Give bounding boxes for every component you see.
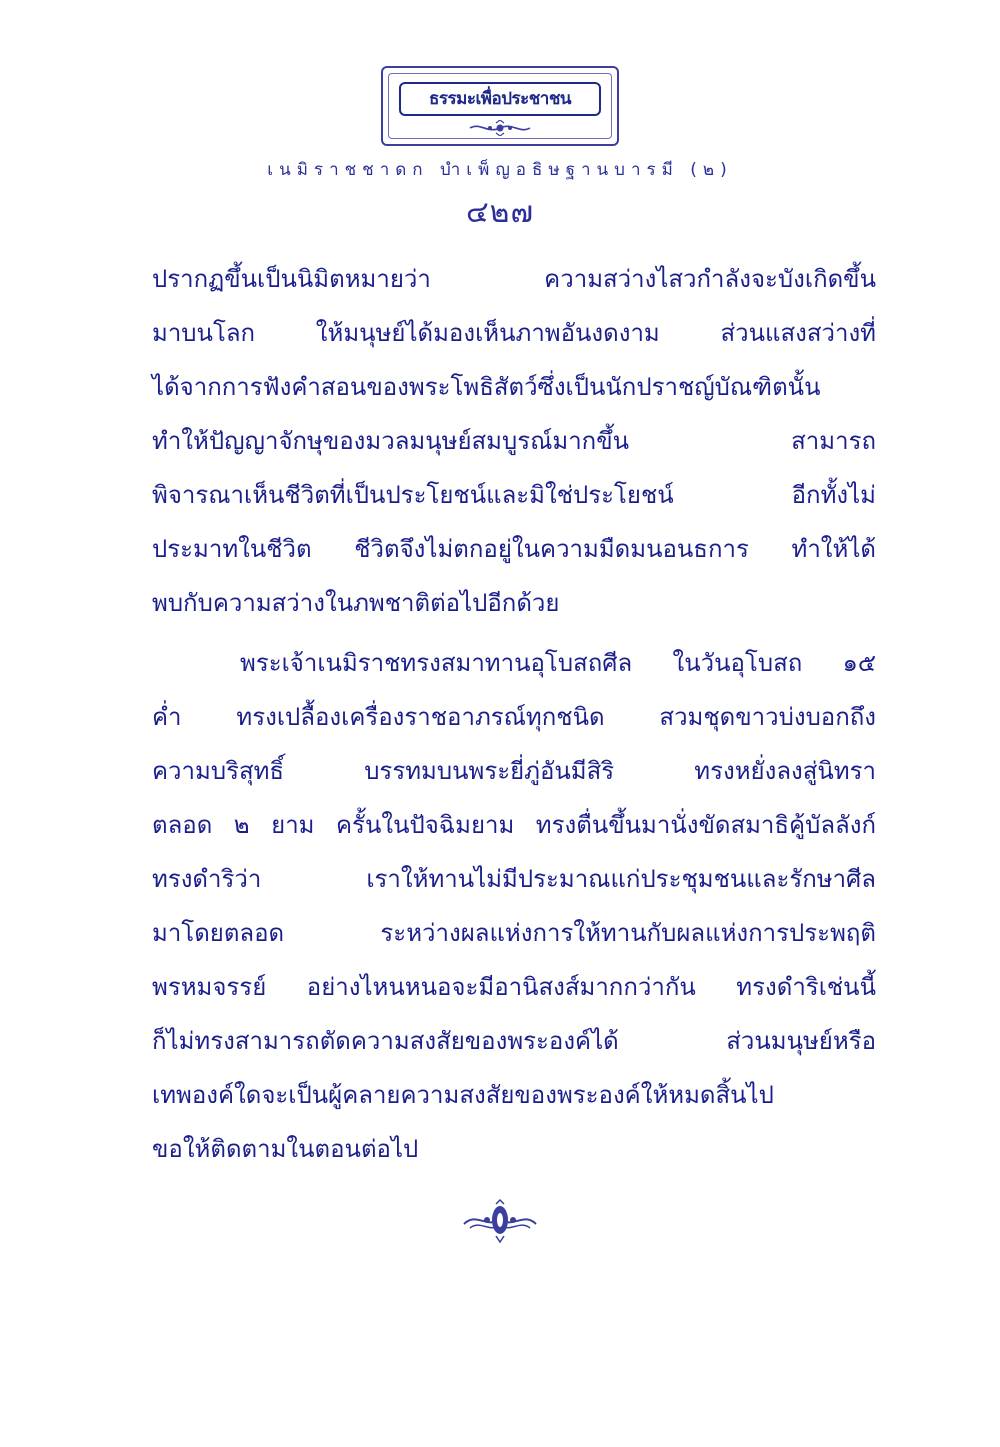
text-line: ทรงดำริว่า เราให้ทานไม่มีประมาณแก่ประชุมชนและรักษาศีล [152, 865, 876, 893]
paragraph-2 [152, 636, 876, 1176]
header-ornament-icon [383, 120, 617, 140]
body-text [152, 252, 876, 1176]
text-line: ตลอด ๒ ยาม ครั้นในปัจฉิมยาม ทรงตื่นขึ้นมานั่งขัดสมาธิคู้บัลลังก์ [152, 811, 876, 839]
text-line: พบกับความสว่างในภพชาติต่อไปอีกด้วย [152, 589, 560, 617]
text-line: ทำให้ปัญญาจักษุของมวลมนุษย์สมบูรณ์มากขึ้น สามารถ [152, 427, 876, 455]
text-line: พระเจ้าเนมิราชทรงสมาทานอุโบสถศีล ในวันอุโบสถ ๑๕ [240, 649, 876, 677]
text-line: ก็ไม่ทรงสามารถตัดความสงสัยของพระองค์ได้ ส่วนมนุษย์หรือ [152, 1027, 876, 1055]
logo-frame [381, 66, 619, 146]
text-line: ความบริสุทธิ์ บรรทมบนพระยี่ภู่อันมีสิริ ทรงหยั่งลงสู่นิทรา [152, 757, 876, 785]
text-line: พรหมจรรย์ อย่างไหนหนอจะมีอานิสงส์มากกว่ากัน ทรงดำริเช่นนี้ [152, 973, 876, 1001]
paragraph-1 [152, 252, 876, 630]
text-line: ได้จากการฟังคำสอนของพระโพธิสัตว์ซึ่งเป็นนักปราชญ์บัณฑิตนั้น [152, 373, 821, 401]
text-line: มาโดยตลอด ระหว่างผลแห่งการให้ทานกับผลแห่งการประพฤติ [152, 919, 876, 947]
text-line: เทพองค์ใดจะเป็นผู้คลายความสงสัยของพระองค์ให้หมดสิ้นไป [152, 1081, 774, 1109]
text-line: ขอให้ติดตามในตอนต่อไป [152, 1135, 419, 1163]
text-line: ค่ำ ทรงเปลื้องเครื่องราชอาภรณ์ทุกชนิด สวมชุดขาวบ่งบอกถึง [152, 703, 876, 731]
text-line: พิจารณาเห็นชีวิตที่เป็นประโยชน์และมิใช่ประโยชน์ อีกทั้งไม่ [152, 481, 876, 509]
footer-ornament-icon [0, 1198, 1000, 1248]
page-header [0, 66, 1000, 236]
text-line: มาบนโลก ให้มนุษย์ได้มองเห็นภาพอันงดงาม ส่วนแสงสว่างที่ [152, 319, 876, 347]
text-line: ประมาทในชีวิต ชีวิตจึงไม่ตกอยู่ในความมืดมนอนธการ ทำให้ได้ [152, 535, 876, 563]
logo-title: ธรรมะเพื่อประชาชน [399, 82, 601, 116]
page-number: ๔๒๗ [465, 195, 535, 230]
chapter-subtitle: เนมิราชชาดก บำเพ็ญอธิษฐานบารมี (๒) [267, 160, 733, 180]
text-line: ปรากฏขึ้นเป็นนิมิตหมายว่า ความสว่างไสวกำลังจะบังเกิดขึ้น [152, 265, 876, 293]
